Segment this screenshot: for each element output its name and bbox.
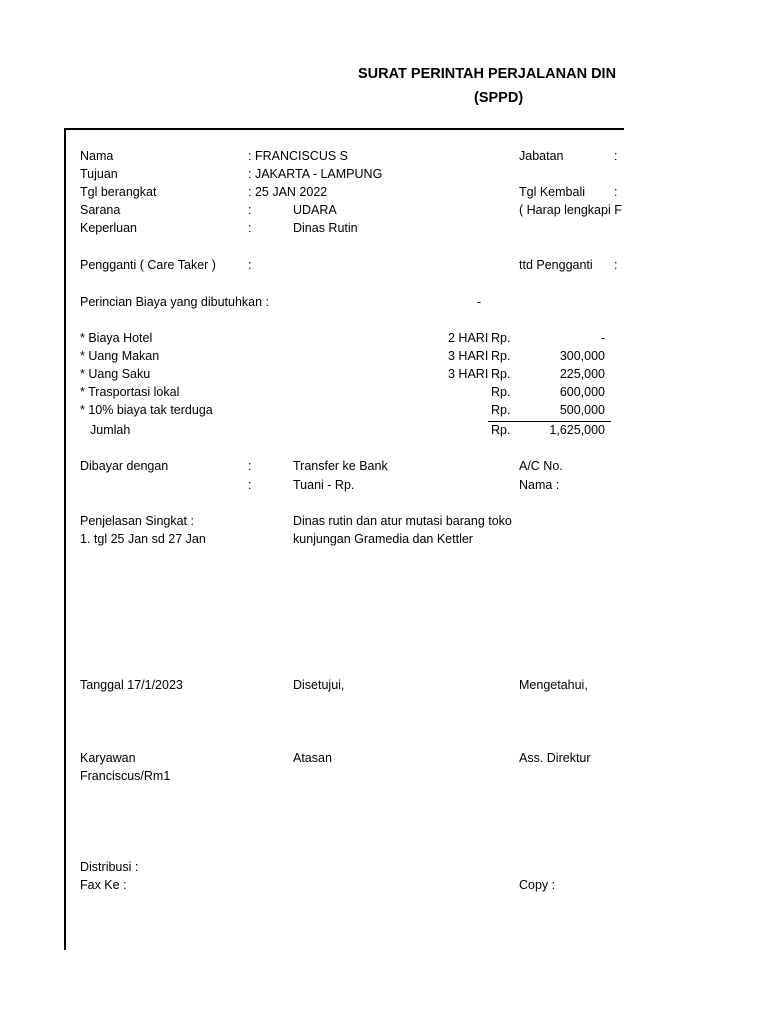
field-colon-keperluan: : [248,221,252,235]
field-label-nama: Nama [80,149,114,163]
field-label-tgl-berangkat: Tgl berangkat [80,185,157,199]
cost-currency: Rp. [491,385,511,399]
superior-label: Atasan [293,751,332,765]
field-label-ttd-pengganti: ttd Pengganti [519,258,593,272]
cost-currency: Rp. [491,349,511,363]
field-label-jabatan: Jabatan [519,149,564,163]
field-colon-jabatan: : [614,149,618,163]
cost-amount: 600,000 [559,385,605,399]
field-label-sarana: Sarana [80,203,121,217]
field-note-lengkapi: ( Harap lengkapi F [519,203,622,217]
cost-qty: 2 HARI [448,331,489,345]
field-label-pengganti: Pengganti ( Care Taker ) [80,258,216,272]
cash-amount-label: Tuani - Rp. [293,478,355,492]
total-currency: Rp. [491,423,511,437]
document-subtitle: (SPPD) [474,90,524,106]
cost-amount: 225,000 [559,367,605,381]
perincian-label: Perincian Biaya yang dibutuhkan : [80,295,270,309]
explanation-line: Dinas rutin dan atur mutasi barang toko [293,514,512,528]
signing-date: Tanggal 17/1/2023 [80,678,183,692]
payment-method: Transfer ke Bank [293,459,388,473]
field-colon-ttd-pengganti: : [614,258,618,272]
field-label-tgl-kembali: Tgl Kembali [519,185,585,199]
form-border-left [64,128,66,950]
cost-amount: - [600,331,605,345]
field-value-tgl-berangkat: : 25 JAN 2022 [248,185,328,199]
field-label-keperluan: Keperluan [80,221,137,235]
field-value-nama: : FRANCISCUS S [248,149,349,163]
acknowledged-by-label: Mengetahui, [519,678,588,692]
cost-label: * Uang Makan [80,349,160,363]
cost-label: * 10% biaya tak terduga [80,403,213,417]
account-name-label: Nama : [519,478,560,492]
document-title: SURAT PERINTAH PERJALANAN DIN [358,66,617,82]
cost-currency: Rp. [491,367,511,381]
employee-name: Franciscus/Rm1 [80,769,171,783]
field-value-tujuan: : JAKARTA - LAMPUNG [248,167,383,181]
field-label-tujuan: Tujuan [80,167,118,181]
cost-currency: Rp. [491,331,511,345]
total-amount: 1,625,000 [549,423,605,437]
account-number-label: A/C No. [519,459,563,473]
field-colon-sarana: : [248,203,252,217]
field-value-sarana: UDARA [293,203,337,217]
total-label: Jumlah [90,423,131,437]
director-label: Ass. Direktur [519,751,591,765]
cost-qty: 3 HARI [448,349,489,363]
field-colon-pengganti: : [248,258,252,272]
cost-amount: 500,000 [559,403,605,417]
cost-currency: Rp. [491,403,511,417]
employee-label: Karyawan [80,751,136,765]
explanation-label: Penjelasan Singkat : [80,514,194,528]
approved-by-label: Disetujui, [293,678,345,692]
cost-label: * Uang Saku [80,367,151,381]
field-colon-tgl-kembali: : [614,185,618,199]
perincian-value: - [477,295,482,309]
payment-colon: : [248,459,252,473]
payment-label: Dibayar dengan [80,459,169,473]
fax-label: Fax Ke : [80,878,127,892]
cost-label: * Trasportasi lokal [80,385,180,399]
payment-colon: : [248,478,252,492]
distribution-label: Distribusi : [80,860,139,874]
form-border-top [64,128,624,130]
explanation-item: 1. tgl 25 Jan sd 27 Jan [80,532,206,546]
cost-label: * Biaya Hotel [80,331,153,345]
cost-amount: 300,000 [559,349,605,363]
explanation-line: kunjungan Gramedia dan Kettler [293,532,473,546]
copy-label: Copy : [519,878,556,892]
field-value-keperluan: Dinas Rutin [293,221,358,235]
cost-qty: 3 HARI [448,367,489,381]
